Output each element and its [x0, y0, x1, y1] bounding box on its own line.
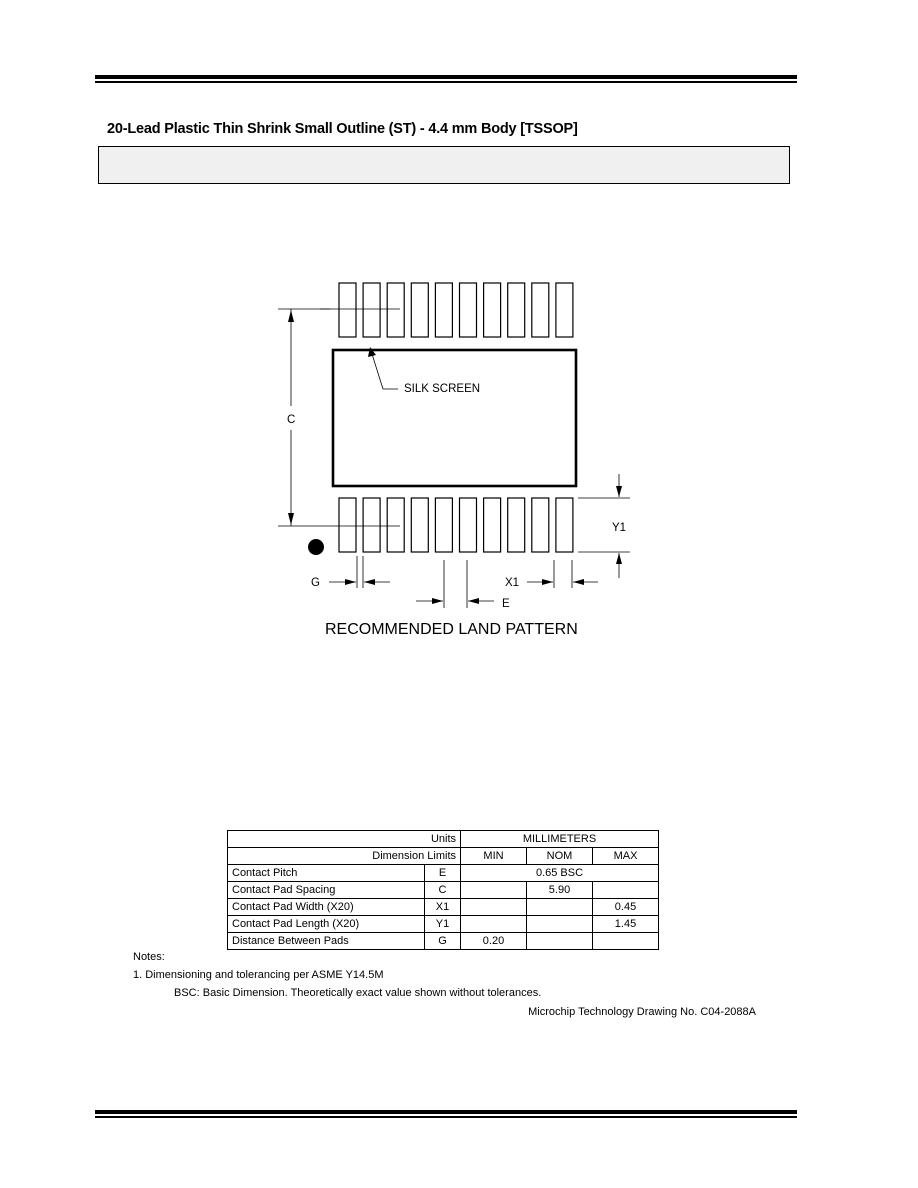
notes [133, 948, 541, 1002]
row-name: Contact Pad Length (X20) [228, 916, 425, 933]
dim-e-label: E [502, 598, 510, 610]
silk-screen-label: SILK SCREEN [404, 383, 481, 395]
top-pad [460, 283, 477, 337]
row-min [461, 916, 527, 933]
row-name: Contact Pitch [228, 865, 425, 882]
min-header: MIN [461, 848, 527, 865]
bottom-pad [484, 498, 501, 552]
limits-label: Dimension Limits [228, 848, 461, 865]
row-symbol: Y1 [425, 916, 461, 933]
top-pad [532, 283, 549, 337]
row-nom [527, 933, 593, 950]
row-max: 1.45 [593, 916, 659, 933]
drawing-caption: RECOMMENDED LAND PATTERN [325, 621, 578, 638]
top-pad [508, 283, 525, 337]
table-row [228, 831, 659, 848]
row-nom [527, 899, 593, 916]
row-name: Contact Pad Spacing [228, 882, 425, 899]
pin1-marker [308, 539, 324, 555]
row-max [593, 882, 659, 899]
bottom-pad [556, 498, 573, 552]
top-pad [411, 283, 428, 337]
row-nom: 5.90 [527, 882, 593, 899]
notes-heading: Notes: [133, 951, 165, 963]
top-pad [339, 283, 356, 337]
bottom-pad [387, 498, 404, 552]
row-max: 0.45 [593, 899, 659, 916]
top-pad [363, 283, 380, 337]
row-nom [527, 916, 593, 933]
row-name: Distance Between Pads [228, 933, 425, 950]
table-row [228, 916, 659, 933]
row-min [461, 882, 527, 899]
note-bsc: BSC: Basic Dimension. Theoretically exact value shown without tolerances. [174, 987, 542, 999]
top-pad [484, 283, 501, 337]
row-min: 0.20 [461, 933, 527, 950]
dim-c-label: C [287, 414, 296, 426]
page-title: 20-Lead Plastic Thin Shrink Small Outline (ST) - 4.4 mm Body [TSSOP] [107, 121, 578, 137]
silk-screen-outline [333, 350, 576, 486]
dim-g-label: G [311, 577, 320, 589]
bottom-pad [460, 498, 477, 552]
footer-rule [95, 1110, 797, 1118]
dim-x1-label: X1 [505, 577, 520, 589]
bottom-pads [339, 498, 573, 552]
dimension-table [227, 830, 659, 950]
bottom-pad [363, 498, 380, 552]
bottom-pad [435, 498, 452, 552]
row-bsc: 0.65 BSC [461, 865, 659, 882]
top-pad [556, 283, 573, 337]
units-label: Units [228, 831, 461, 848]
row-symbol: G [425, 933, 461, 950]
row-symbol: E [425, 865, 461, 882]
nom-header: NOM [527, 848, 593, 865]
table-row [228, 848, 659, 865]
max-header: MAX [593, 848, 659, 865]
top-pad [387, 283, 404, 337]
table-row [228, 882, 659, 899]
table-row [228, 899, 659, 916]
row-min [461, 899, 527, 916]
dim-y1-label: Y1 [612, 522, 627, 534]
bottom-pad [508, 498, 525, 552]
bottom-pad [339, 498, 356, 552]
row-max [593, 933, 659, 950]
drawing-number: Microchip Technology Drawing No. C04-2088A [528, 1006, 756, 1018]
bottom-pad [532, 498, 549, 552]
row-symbol: X1 [425, 899, 461, 916]
units-value: MILLIMETERS [461, 831, 659, 848]
top-pad [435, 283, 452, 337]
table-row [228, 933, 659, 950]
top-pads [339, 283, 573, 337]
note-1: 1. Dimensioning and tolerancing per ASME Y14.5M [133, 969, 384, 981]
table-row [228, 865, 659, 882]
row-symbol: C [425, 882, 461, 899]
bottom-pad [411, 498, 428, 552]
row-name: Contact Pad Width (X20) [228, 899, 425, 916]
